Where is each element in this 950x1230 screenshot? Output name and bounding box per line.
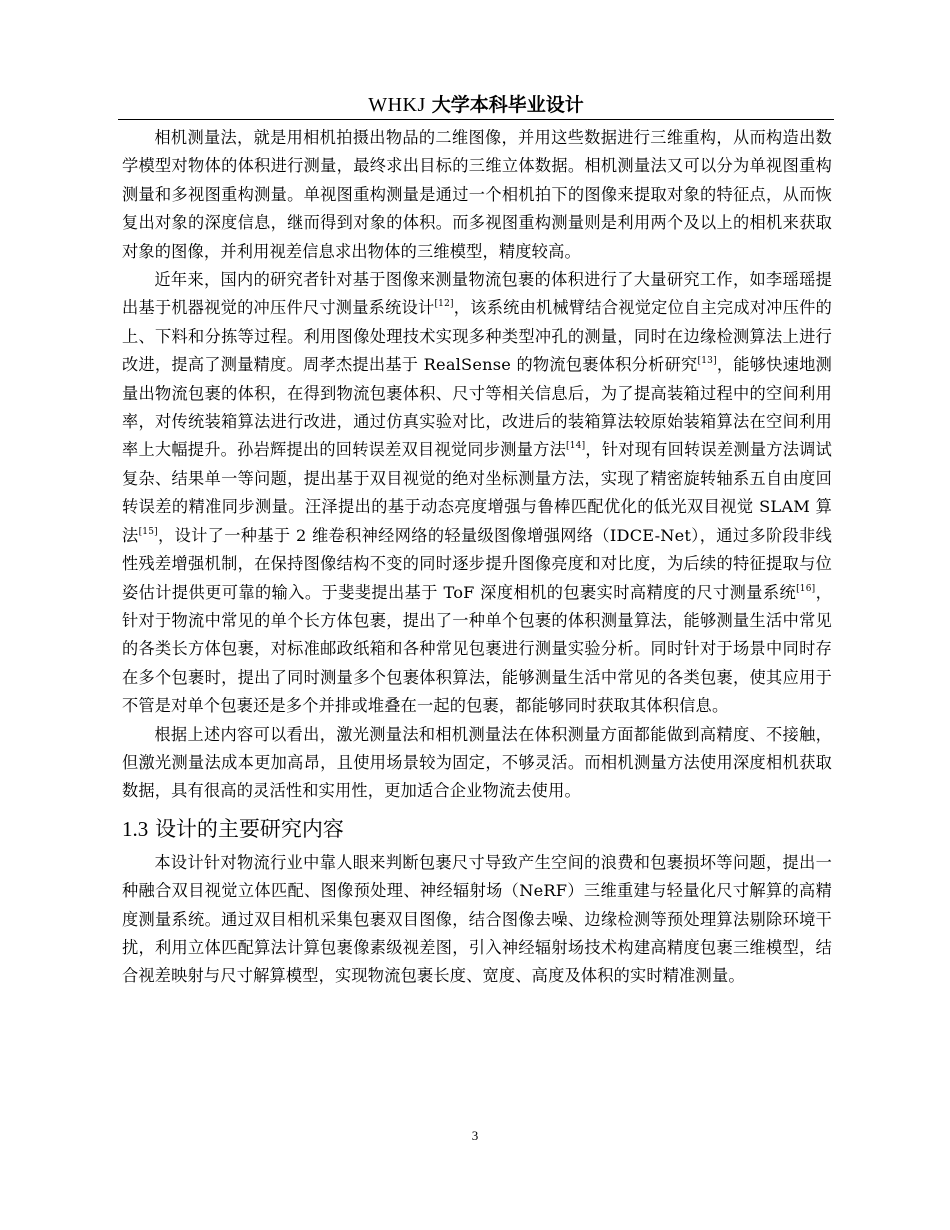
paragraph-text: ，该系统由机械臂结合视觉定位自主完成对冲压件的上、下料和分拣等过程。利用图像处理技术实现多种类型冲孔的测量，同时在边缘检测算法上进行改进，提高了测量精度。周孝杰提出基于 RealSense 的物流包裹体积分析研究 [122, 298, 832, 375]
citation-ref: [14] [566, 441, 586, 452]
paragraph-text: ，针对于物流中常见的单个长方体包裹，提出了一种单个包裹的体积测量算法，能够测量生活中常见的各类长方体包裹，对标准邮政纸箱和各种常见包裹进行测量实验分析。同时针对于场景中同时存在多个包裹时，提出了同时测量多个包裹体积算法，能够测量生活中常见的各类包裹，使其应用于不管是对单个包裹还是多个并排或堆叠在一起的包裹，都能够同时获取其体积信息。 [122, 582, 833, 716]
citation-ref: [15] [138, 526, 158, 537]
header-brand: WHKJ [368, 94, 426, 116]
header-title: 大学本科毕业设计 [431, 94, 584, 116]
paragraph-group-section [122, 849, 832, 991]
paragraph-text: ，针对现有回转误差测量方法调试复杂、结果单一等问题，提出基于双目视觉的绝对坐标测量方法，实现了精密旋转轴系五自由度回转误差的精准同步测量。汪泽提出的基于动态亮度增强与鲁棒匹配优化的低光双目视觉 SLAM 算法 [122, 440, 832, 545]
citation-ref: [12] [434, 299, 454, 310]
paragraph [122, 849, 832, 991]
citation-ref: [13] [697, 356, 717, 367]
paragraph [122, 124, 832, 266]
document-body [122, 124, 832, 991]
section-number: 1.3 [122, 816, 149, 841]
paragraph [122, 721, 832, 806]
page-number: 3 [471, 1128, 479, 1143]
paragraph-text: 相机测量法，就是用相机拍摄出物品的二维图像，并用这些数据进行三维重构，从而构造出数学模型对物体的体积进行测量，最终求出目标的三维立体数据。相机测量法又可以分为单视图重构测量和多视图重构测量。单视图重构测量是通过一个相机拍下的图像来提取对象的特征点，从而恢复出对象的深度信息，继而得到对象的体积。而多视图重构测量则是利用两个及以上的相机来获取对象的图像，并利用视差信息求出物体的三维模型，精度较高。 [122, 128, 832, 261]
section-title: 设计的主要研究内容 [154, 816, 344, 841]
paragraph-text: ，能够快速地测量出物流包裹的体积，在得到物流包裹体积、尺寸等相关信息后，为了提高装箱过程中的空间利用率，对传统装箱算法进行改进，通过仿真实验对比，改进后的装箱算法较原始装箱算法在空间利用率上大幅提升。孙岩辉提出的回转误差双目视觉同步测量方法 [122, 355, 832, 460]
section-heading [122, 812, 832, 846]
paragraph-text: ，设计了一种基于 2 维卷积神经网络的轻量级图像增强网络（IDCE-Net），通过多阶段非线性残差增强机制，在保持图像结构不变的同时逐步提升图像亮度和对比度，为后续的特征提取与位姿估计提供更可靠的输入。于斐斐提出基于 ToF 深度相机的包裹实时高精度的尺寸测量系统 [122, 525, 832, 602]
paragraph-group-intro [122, 124, 832, 806]
paragraph-text: 本设计针对物流行业中靠人眼来判断包裹尺寸导致产生空间的浪费和包裹损坏等问题，提出一种融合双目视觉立体匹配、图像预处理、神经辐射场（NeRF）三维重建与轻量化尺寸解算的高精度测量系统。通过双目相机采集包裹双目图像，结合图像去噪、边缘检测等预处理算法剔除环境干扰，利用立体匹配算法计算包裹像素级视差图，引入神经辐射场技术构建高精度包裹三维模型，结合视差映射与尺寸解算模型，实现物流包裹长度、宽度、高度及体积的实时精准测量。 [122, 852, 832, 986]
paragraph [122, 266, 832, 721]
paragraph-text: 近年来，国内的研究者针对基于图像来测量物流包裹的体积进行了大量研究工作，如李瑶瑶提出基于机器视觉的冲压件尺寸测量系统设计 [122, 270, 832, 318]
paragraph-text: 根据上述内容可以看出，激光测量法和相机测量法在体积测量方面都能做到高精度、不接触，但激光测量法成本更加高昂，且使用场景较为固定，不够灵活。而相机测量方法使用深度相机获取数据，具有很高的灵活性和实用性，更加适合企业物流去使用。 [122, 724, 832, 801]
citation-ref: [16] [796, 583, 816, 594]
page-header [118, 91, 834, 120]
